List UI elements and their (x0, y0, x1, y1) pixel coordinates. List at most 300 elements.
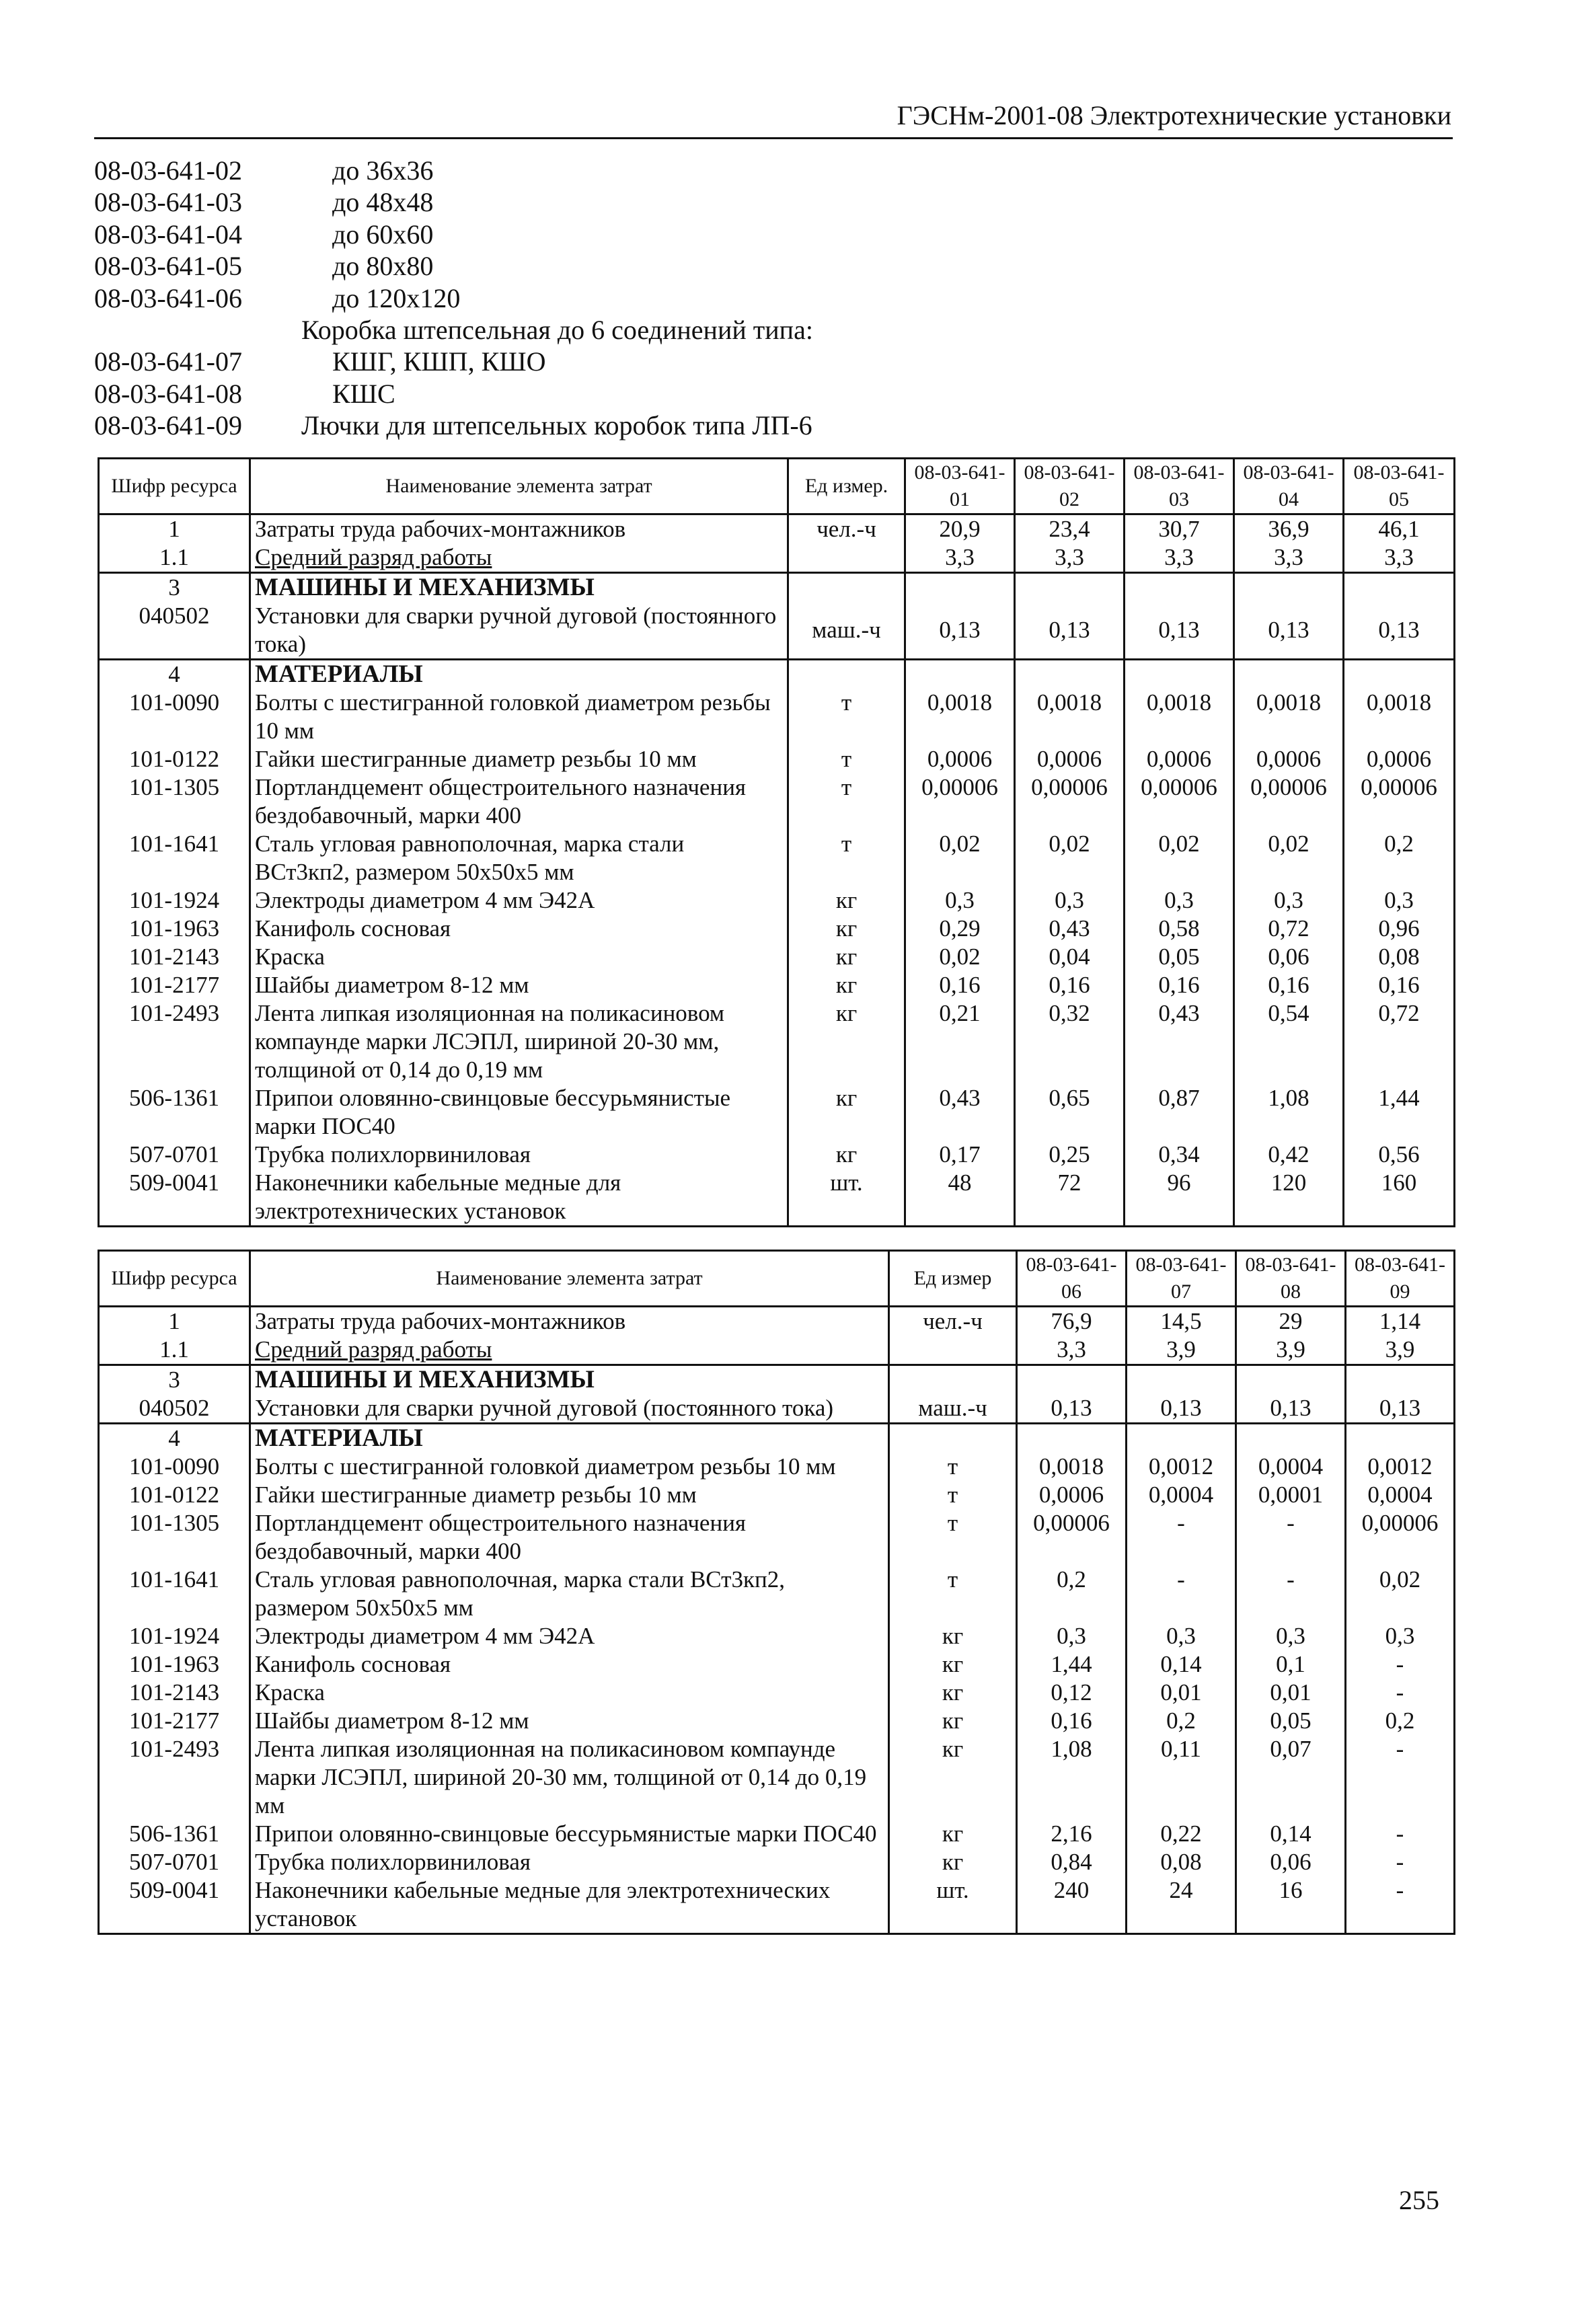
resource-value: 30,7 (1125, 514, 1234, 544)
resource-value: 0,13 (1017, 1394, 1127, 1424)
item-description: КШС (332, 378, 395, 409)
resource-value: 0,08 (1127, 1848, 1236, 1876)
resource-name: Сталь угловая равнополочная, марка стали ВСт3кп2, размером 50х50х5 мм (250, 830, 788, 886)
resource-unit: кг (788, 886, 905, 915)
resource-value: 0,13 (1127, 1394, 1236, 1424)
resource-name: Гайки шестигранные диаметр резьбы 10 мм (250, 745, 788, 773)
resource-value: 0,00006 (1017, 1509, 1127, 1566)
item-code: 08-03-641-09 (94, 410, 242, 441)
table-row (99, 1336, 1455, 1365)
resource-value: 0,16 (1125, 971, 1234, 999)
resource-name: Трубка полихлорвиниловая (250, 1848, 889, 1876)
resource-value: 0,16 (1015, 971, 1125, 999)
table-row (99, 573, 1455, 603)
resource-value (1017, 1424, 1127, 1453)
resource-unit: шт. (788, 1169, 905, 1227)
column-header-unit: Ед измер. (788, 459, 905, 514)
column-header-code: Шифр ресурса (99, 459, 250, 514)
resource-value: 0,0018 (1344, 689, 1455, 745)
resource-value: 0,0006 (1017, 1481, 1127, 1509)
resource-name: Припои оловянно-свинцовые бессурьмянистые марки ПОС40 (250, 1820, 889, 1848)
resource-value: 3,3 (1015, 543, 1125, 573)
resource-value: 0,32 (1015, 999, 1125, 1084)
table-row (99, 943, 1455, 971)
table-row (99, 1622, 1455, 1650)
resource-value: 0,43 (905, 1084, 1015, 1141)
resource-code: 3 (99, 1365, 250, 1395)
resource-value: 0,06 (1236, 1848, 1346, 1876)
resource-unit: кг (788, 943, 905, 971)
column-header-norm-code: 08-03-641-01 (905, 459, 1015, 514)
resource-value: 0,0012 (1346, 1453, 1455, 1481)
list-item (94, 410, 1103, 441)
table-row (99, 1481, 1455, 1509)
resource-value: 0,84 (1017, 1848, 1127, 1876)
resource-name: Затраты труда рабочих-монтажников (250, 1307, 889, 1336)
item-description: до 80х80 (332, 251, 434, 282)
resource-value: 0,0018 (1125, 689, 1234, 745)
resource-unit (788, 573, 905, 603)
resource-code: 101-1305 (99, 773, 250, 830)
resource-unit: т (788, 689, 905, 745)
resource-value: - (1346, 1848, 1455, 1876)
resource-code: 101-2493 (99, 1735, 250, 1820)
resource-value: 0,0006 (1125, 745, 1234, 773)
header-divider (94, 137, 1453, 139)
column-header-norm-code: 08-03-641-05 (1344, 459, 1455, 514)
resource-value: 0,2 (1017, 1566, 1127, 1622)
column-header-norm-code: 08-03-641-04 (1234, 459, 1344, 514)
resource-value: 0,3 (1346, 1622, 1455, 1650)
resource-value: 120 (1234, 1169, 1344, 1227)
resource-value: 72 (1015, 1169, 1125, 1227)
resource-value: 0,43 (1015, 915, 1125, 943)
resource-value: 3,3 (1125, 543, 1234, 573)
resource-value: 0,0004 (1127, 1481, 1236, 1509)
resource-table-2 (98, 1250, 1455, 1935)
resource-table-1 (98, 457, 1455, 1227)
table-row (99, 1141, 1455, 1169)
item-description: до 48х48 (332, 187, 434, 218)
resource-code: 101-1924 (99, 1622, 250, 1650)
resource-name: Средний разряд работы (250, 543, 788, 573)
item-description: Коробка штепсельная до 6 соединений типа: (301, 314, 813, 345)
resource-code: 101-2177 (99, 971, 250, 999)
resource-value: 0,02 (1015, 830, 1125, 886)
resource-value: 0,0006 (1234, 745, 1344, 773)
resource-unit: т (889, 1566, 1017, 1622)
resource-code: 509-0041 (99, 1169, 250, 1227)
resource-value: 0,02 (1346, 1566, 1455, 1622)
resource-code: 101-1963 (99, 915, 250, 943)
table-row (99, 1424, 1455, 1453)
resource-unit: кг (788, 915, 905, 943)
list-item (94, 219, 1103, 250)
resource-value: - (1346, 1679, 1455, 1707)
item-code: 08-03-641-02 (94, 155, 242, 186)
resource-code: 040502 (99, 1394, 250, 1424)
table-row (99, 1650, 1455, 1679)
resource-unit: кг (889, 1848, 1017, 1876)
resource-code: 507-0701 (99, 1141, 250, 1169)
resource-unit (889, 1365, 1017, 1395)
resource-value: 0,13 (1236, 1394, 1346, 1424)
table-row (99, 915, 1455, 943)
resource-value: - (1236, 1509, 1346, 1566)
resource-value: 1,08 (1234, 1084, 1344, 1141)
column-header-norm-code: 08-03-641-03 (1125, 459, 1234, 514)
list-item (94, 186, 1103, 218)
resource-unit: кг (889, 1820, 1017, 1848)
resource-value: 0,0006 (1344, 745, 1455, 773)
resource-value: 0,13 (905, 602, 1015, 660)
resource-value: 0,58 (1125, 915, 1234, 943)
table-row (99, 689, 1455, 745)
table-row (99, 830, 1455, 886)
resource-value: 1,14 (1346, 1307, 1455, 1336)
resource-value: 0,0018 (1017, 1453, 1127, 1481)
resource-code: 1.1 (99, 543, 250, 573)
resource-value: 3,9 (1236, 1336, 1346, 1365)
resource-value: 0,13 (1346, 1394, 1455, 1424)
resource-value: 0,14 (1236, 1820, 1346, 1848)
resource-name: МАТЕРИАЛЫ (250, 1424, 889, 1453)
resource-value: 1,44 (1017, 1650, 1127, 1679)
resource-code: 040502 (99, 602, 250, 660)
resource-value: 3,9 (1346, 1336, 1455, 1365)
resource-value: 0,0001 (1236, 1481, 1346, 1509)
resource-value: 0,42 (1234, 1141, 1344, 1169)
item-description: Лючки для штепсельных коробок типа ЛП-6 (301, 410, 812, 441)
item-code: 08-03-641-08 (94, 378, 242, 409)
table-row (99, 1453, 1455, 1481)
resource-unit (889, 1424, 1017, 1453)
resource-name: МАТЕРИАЛЫ (250, 660, 788, 689)
resource-value: 0,3 (1236, 1622, 1346, 1650)
resource-value: 23,4 (1015, 514, 1125, 544)
resource-name: Канифоль сосновая (250, 1650, 889, 1679)
column-header-norm-code: 08-03-641-09 (1346, 1251, 1455, 1307)
column-header-norm-code: 08-03-641-08 (1236, 1251, 1346, 1307)
resource-value: 0,21 (905, 999, 1015, 1084)
page-header-title: ГЭСНм-2001-08 Электротехнические установки (897, 100, 1451, 130)
resource-value: 46,1 (1344, 514, 1455, 544)
resource-value: 0,02 (905, 943, 1015, 971)
resource-value: 0,01 (1127, 1679, 1236, 1707)
resource-unit: кг (889, 1622, 1017, 1650)
resource-value: 0,02 (905, 830, 1015, 886)
list-item (94, 282, 1103, 314)
resource-name: Портландцемент общестроительного назначения бездобавочный, марки 400 (250, 1509, 889, 1566)
table-row (99, 773, 1455, 830)
table-row (99, 660, 1455, 689)
resource-value (1234, 660, 1344, 689)
resource-value: 0,06 (1234, 943, 1344, 971)
list-item (94, 346, 1103, 377)
table-row (99, 1848, 1455, 1876)
resource-value (905, 573, 1015, 603)
resource-value: 0,22 (1127, 1820, 1236, 1848)
resource-value: 0,0018 (905, 689, 1015, 745)
resource-unit: т (889, 1481, 1017, 1509)
resource-value: 0,13 (1015, 602, 1125, 660)
page-number: 255 (1399, 2185, 1439, 2215)
resource-unit: чел.-ч (889, 1307, 1017, 1336)
resource-value: 3,9 (1127, 1336, 1236, 1365)
item-code: 08-03-641-05 (94, 251, 242, 282)
resource-value: - (1346, 1650, 1455, 1679)
resource-value: 240 (1017, 1876, 1127, 1934)
resource-code: 4 (99, 660, 250, 689)
resource-value: 1,44 (1344, 1084, 1455, 1141)
resource-name: Установки для сварки ручной дуговой (постоянного тока) (250, 1394, 889, 1424)
item-list (94, 155, 1103, 442)
resource-value: 0,01 (1236, 1679, 1346, 1707)
resource-value: 0,56 (1344, 1141, 1455, 1169)
resource-value: 0,02 (1234, 830, 1344, 886)
list-item (94, 155, 1103, 186)
resource-value: 0,87 (1125, 1084, 1234, 1141)
resource-name: Болты с шестигранной головкой диаметром резьбы 10 мм (250, 1453, 889, 1481)
resource-value: 0,3 (1344, 886, 1455, 915)
table-row (99, 1679, 1455, 1707)
resource-value: 0,13 (1344, 602, 1455, 660)
resource-value (1234, 573, 1344, 603)
resource-value: 0,3 (1015, 886, 1125, 915)
column-header-name: Наименование элемента затрат (250, 1251, 889, 1307)
resource-code: 101-2493 (99, 999, 250, 1084)
resource-value: 3,3 (905, 543, 1015, 573)
resource-code: 1 (99, 1307, 250, 1336)
resource-value: 0,54 (1234, 999, 1344, 1084)
resource-value: 0,13 (1234, 602, 1344, 660)
resource-name: Затраты труда рабочих-монтажников (250, 514, 788, 544)
resource-code: 101-2143 (99, 1679, 250, 1707)
resource-value (1015, 573, 1125, 603)
resource-name: Наконечники кабельные медные для электротехнических установок (250, 1169, 788, 1227)
resource-value: 0,00006 (1125, 773, 1234, 830)
resource-unit: т (788, 773, 905, 830)
resource-value: 0,00006 (1234, 773, 1344, 830)
table-row (99, 1509, 1455, 1566)
resource-unit: шт. (889, 1876, 1017, 1934)
resource-value: 0,2 (1127, 1707, 1236, 1735)
resource-code: 101-2143 (99, 943, 250, 971)
resource-name: Электроды диаметром 4 мм Э42А (250, 886, 788, 915)
resource-value (1236, 1424, 1346, 1453)
resource-value: 0,08 (1344, 943, 1455, 971)
resource-value: 0,72 (1234, 915, 1344, 943)
resource-name: Сталь угловая равнополочная, марка стали ВСт3кп2, размером 50х50х5 мм (250, 1566, 889, 1622)
resource-value: 0,00006 (905, 773, 1015, 830)
table-row (99, 1820, 1455, 1848)
resource-value: 0,17 (905, 1141, 1015, 1169)
table-row (99, 886, 1455, 915)
table-row (99, 514, 1455, 544)
resource-code: 509-0041 (99, 1876, 250, 1934)
resource-code: 101-1305 (99, 1509, 250, 1566)
item-description: до 120х120 (332, 282, 461, 313)
resource-unit: чел.-ч (788, 514, 905, 544)
resource-name: МАШИНЫ И МЕХАНИЗМЫ (250, 1365, 889, 1395)
resource-name: Лента липкая изоляционная на поликасиновом компаунде марки ЛСЭПЛ, шириной 20-30 мм, толщиной от 0,14 до 0,19 мм (250, 1735, 889, 1820)
resource-value: 14,5 (1127, 1307, 1236, 1336)
resource-unit: т (889, 1453, 1017, 1481)
resource-value (1125, 660, 1234, 689)
item-description: до 36х36 (332, 155, 434, 186)
item-description: КШГ, КШП, КШО (332, 346, 546, 377)
resource-value: 0,14 (1127, 1650, 1236, 1679)
resource-unit: т (889, 1509, 1017, 1566)
resource-name: Средний разряд работы (250, 1336, 889, 1365)
item-code: 08-03-641-03 (94, 187, 242, 218)
table-row (99, 1735, 1455, 1820)
item-code: 08-03-641-04 (94, 219, 242, 250)
resource-unit: кг (788, 999, 905, 1084)
resource-name: Портландцемент общестроительного назначения бездобавочный, марки 400 (250, 773, 788, 830)
resource-code: 101-2177 (99, 1707, 250, 1735)
resource-value: 0,2 (1346, 1707, 1455, 1735)
table-row (99, 1365, 1455, 1395)
table-row (99, 1084, 1455, 1141)
resource-unit (889, 1336, 1017, 1365)
resource-value (1125, 573, 1234, 603)
list-item (94, 314, 1103, 346)
resource-value: 0,25 (1015, 1141, 1125, 1169)
resource-value: 2,16 (1017, 1820, 1127, 1848)
resource-name: Гайки шестигранные диаметр резьбы 10 мм (250, 1481, 889, 1509)
resource-value: 0,0006 (905, 745, 1015, 773)
resource-name: Наконечники кабельные медные для электротехнических установок (250, 1876, 889, 1934)
resource-code: 101-0122 (99, 745, 250, 773)
table-row (99, 602, 1455, 660)
item-code: 08-03-641-07 (94, 346, 242, 377)
resource-value: 0,0018 (1234, 689, 1344, 745)
table-row (99, 543, 1455, 573)
resource-code: 101-1963 (99, 1650, 250, 1679)
resource-value: 0,04 (1015, 943, 1125, 971)
resource-code: 3 (99, 573, 250, 603)
resource-name: Шайбы диаметром 8-12 мм (250, 1707, 889, 1735)
resource-value: - (1127, 1566, 1236, 1622)
table-row (99, 999, 1455, 1084)
resource-code: 506-1361 (99, 1820, 250, 1848)
column-header-norm-code: 08-03-641-07 (1127, 1251, 1236, 1307)
resource-value (1127, 1424, 1236, 1453)
resource-value: 0,34 (1125, 1141, 1234, 1169)
resource-code: 101-1924 (99, 886, 250, 915)
resource-value: - (1236, 1566, 1346, 1622)
resource-value: 3,3 (1344, 543, 1455, 573)
resource-value: 1,08 (1017, 1735, 1127, 1820)
resource-value (1015, 660, 1125, 689)
column-header-norm-code: 08-03-641-06 (1017, 1251, 1127, 1307)
resource-value (1346, 1424, 1455, 1453)
resource-value: 0,13 (1125, 602, 1234, 660)
resource-value: 0,00006 (1344, 773, 1455, 830)
resource-name: Шайбы диаметром 8-12 мм (250, 971, 788, 999)
resource-value: 0,16 (1017, 1707, 1127, 1735)
resource-unit (788, 660, 905, 689)
list-item (94, 378, 1103, 410)
resource-value (1346, 1365, 1455, 1395)
resource-value: 0,72 (1344, 999, 1455, 1084)
resource-unit: кг (788, 1084, 905, 1141)
resource-unit: кг (788, 1141, 905, 1169)
table-row (99, 745, 1455, 773)
resource-value: - (1346, 1820, 1455, 1848)
resource-value: 0,0012 (1127, 1453, 1236, 1481)
resource-value: 20,9 (905, 514, 1015, 544)
resource-value: 48 (905, 1169, 1015, 1227)
column-header-name: Наименование элемента затрат (250, 459, 788, 514)
resource-value: 0,07 (1236, 1735, 1346, 1820)
resource-name: Установки для сварки ручной дуговой (постоянного тока) (250, 602, 788, 660)
resource-unit: кг (889, 1650, 1017, 1679)
resource-value: 16 (1236, 1876, 1346, 1934)
resource-value: 0,3 (1127, 1622, 1236, 1650)
resource-value: 160 (1344, 1169, 1455, 1227)
resource-value: 0,3 (1017, 1622, 1127, 1650)
resource-value: 0,1 (1236, 1650, 1346, 1679)
resource-value: - (1127, 1509, 1236, 1566)
resource-name: Болты с шестигранной головкой диаметром резьбы 10 мм (250, 689, 788, 745)
table-row (99, 971, 1455, 999)
resource-unit: кг (889, 1679, 1017, 1707)
resource-value: 0,65 (1015, 1084, 1125, 1141)
resource-code: 507-0701 (99, 1848, 250, 1876)
resource-value: 29 (1236, 1307, 1346, 1336)
table-row (99, 1707, 1455, 1735)
resource-value: 24 (1127, 1876, 1236, 1934)
resource-value: 0,2 (1344, 830, 1455, 886)
resource-value: 0,00006 (1346, 1509, 1455, 1566)
resource-code: 101-0090 (99, 1453, 250, 1481)
resource-unit: т (788, 830, 905, 886)
resource-value: 96 (1125, 1169, 1234, 1227)
resource-value: 0,11 (1127, 1735, 1236, 1820)
resource-code: 506-1361 (99, 1084, 250, 1141)
resource-value: 0,16 (1234, 971, 1344, 999)
resource-value: - (1346, 1876, 1455, 1934)
resource-unit: кг (889, 1707, 1017, 1735)
resource-value: 0,05 (1125, 943, 1234, 971)
resource-value (905, 660, 1015, 689)
resource-value: 36,9 (1234, 514, 1344, 544)
resource-code: 101-1641 (99, 830, 250, 886)
resource-unit: маш.-ч (889, 1394, 1017, 1424)
resource-value: 0,3 (905, 886, 1015, 915)
resource-code: 101-0090 (99, 689, 250, 745)
resource-value (1344, 660, 1455, 689)
resource-name: Припои оловянно-свинцовые бессурьмянистые марки ПОС40 (250, 1084, 788, 1141)
resource-value: 0,3 (1234, 886, 1344, 915)
resource-value (1017, 1365, 1127, 1395)
resource-unit: кг (788, 971, 905, 999)
resource-value: - (1346, 1735, 1455, 1820)
resource-name: Канифоль сосновая (250, 915, 788, 943)
table-row (99, 1394, 1455, 1424)
table-row (99, 1169, 1455, 1227)
resource-name: Лента липкая изоляционная на поликасиновом компаунде марки ЛСЭПЛ, шириной 20-30 мм, толщиной от 0,14 до 0,19 мм (250, 999, 788, 1084)
resource-value (1344, 573, 1455, 603)
list-item (94, 250, 1103, 282)
resource-name: МАШИНЫ И МЕХАНИЗМЫ (250, 573, 788, 603)
resource-code: 101-1641 (99, 1566, 250, 1622)
table-row (99, 1876, 1455, 1934)
resource-value (1236, 1365, 1346, 1395)
column-header-code: Шифр ресурса (99, 1251, 250, 1307)
